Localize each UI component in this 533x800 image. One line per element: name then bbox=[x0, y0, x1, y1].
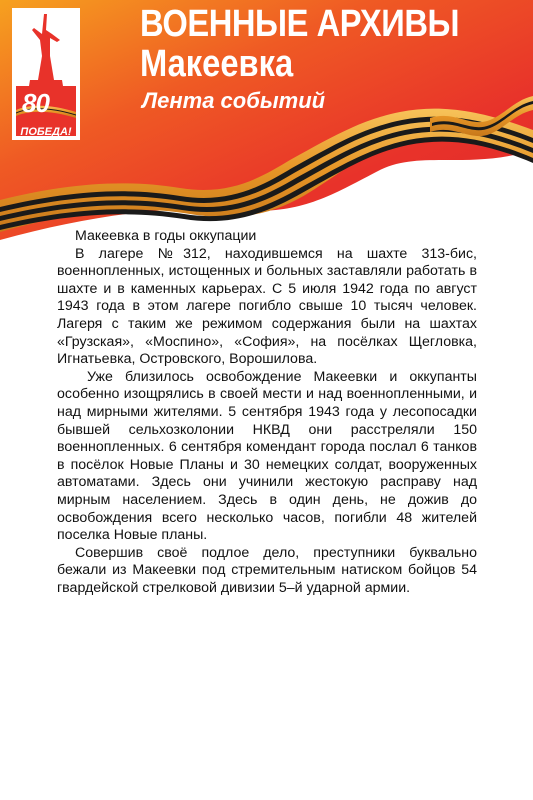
header-banner bbox=[0, 0, 533, 260]
article-paragraph: Совершив своё подлое дело, преступники буквально бежали из Макеевки под стремительным натиском бойцов 54 гвардейской стрелковой дивизии 5–й ударной армии. bbox=[57, 544, 477, 596]
page-subtitle: Макеевка bbox=[140, 43, 294, 85]
page-title: ВОЕННЫЕ АРХИВЫ bbox=[140, 3, 460, 45]
logo-word: ПОБЕДА! bbox=[20, 126, 72, 138]
victory-80-logo bbox=[12, 10, 80, 140]
article-paragraph: Уже близилось освобождение Макеевки и оккупанты особенно изощрялись в своей мести и над военнопленными, и над мирными жителями. 5 сентября 1943 года у лесопосадки бывшей сельхозколонии НКВД они расстреляли 150 военнопленных. 6 сентября комендант города послал 6 танков в посёлок Новые Планы и 30 немецких солдат, вооруженных автоматами. Здесь они учинили жестокую расправу над мирным населением. Здесь в один день, не дожив до освобождения всего несколько часов, погибли 48 жителей поселка Новые планы. bbox=[57, 368, 477, 544]
page-tagline: Лента событий bbox=[142, 88, 326, 113]
article-heading: Макеевка в годы оккупации bbox=[75, 228, 257, 244]
article bbox=[57, 228, 477, 597]
logo-number: 80 bbox=[22, 88, 49, 118]
article-paragraph: В лагере №312, находившемся на шахте 313-бис, военнопленных, истощенных и больных заставляли работать в шахте и в каменных карьерах. С 5 июля 1942 года по август 1943 года в этом лагере погибло свыше 10 тысяч человек. Лагеря с таким же режимом содержания были на шахтах «Грузская», «Моспино», «София», на посёлках Щегловка, Игнатьевка, Островского, Ворошилова. bbox=[57, 245, 477, 368]
